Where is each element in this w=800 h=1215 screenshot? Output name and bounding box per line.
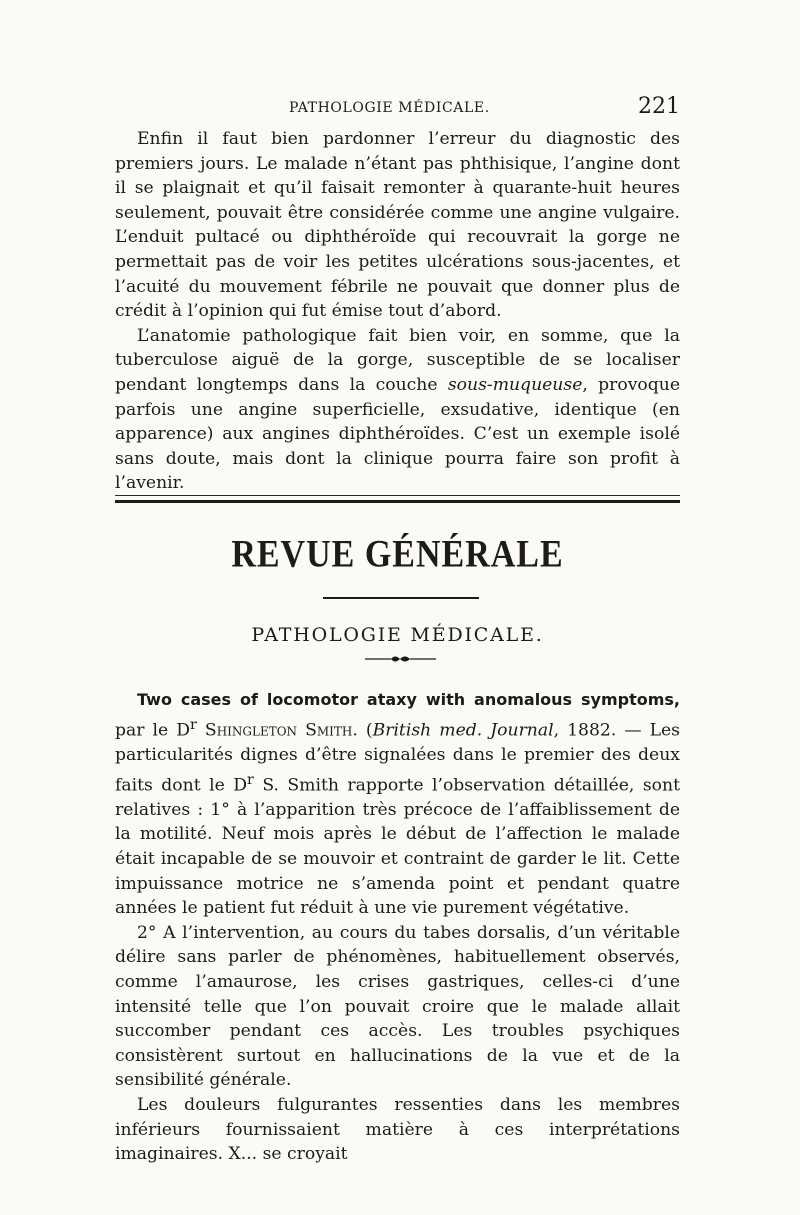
continued-article xyxy=(115,127,680,496)
fleuron-ornament-icon xyxy=(363,652,438,666)
paragraph: Enfin il faut bien pardonner l’erreur du diagnostic des premiers jours. Le malade n’étant pas phthisique, l’angine dont il se plaignait et qu’il faisait remonter à quarante-huit heures seulement, pouvait être considérée comme une angine vulgaire. L’enduit pultacé ou diphthéroïde qui recouvrait la gorge ne permettait pas de voir les petites ulcérations sous-jacentes, et l’acuité du mouvement fébrile ne pouvait que donner plus de crédit à l’opinion qui fut émise tout d’abord. xyxy=(115,129,680,322)
author-name: Shingleton Smith xyxy=(196,720,353,741)
article xyxy=(115,688,680,1167)
emphasis-text: sous-muqueuse xyxy=(447,374,583,395)
heading-rule xyxy=(323,597,479,599)
section-subheading: PATHOLOGIE MÉDICALE. xyxy=(251,624,544,646)
divider-thin-rule xyxy=(115,495,680,496)
running-head-title: PATHOLOGIE MÉDICALE. xyxy=(289,100,490,116)
page-number: 221 xyxy=(638,94,680,119)
paragraph-text: , provoque parfois une angine superficielle, exsudative, identique (en apparence) aux angines diphthéroïdes. C’est un exemple isolé sans doute, mais dont la clinique pourra faire son profit à l’avenir. xyxy=(115,374,680,494)
section-heading: REVUE GÉNÉRALE xyxy=(231,533,564,576)
superscript: r xyxy=(190,716,197,733)
journal-name: British med. Journal xyxy=(372,720,554,741)
divider-thick-rule xyxy=(115,500,680,503)
citation-punct: . ( xyxy=(352,720,373,741)
section-divider xyxy=(115,495,680,503)
superscript: r xyxy=(247,771,254,788)
paragraph-text: L’anatomie pathologique fait bien voir, en somme, que la tuberculose aiguë de la gorge, susceptible de se localiser pendant longtemps dans la couche xyxy=(115,325,680,395)
paragraph xyxy=(115,688,680,921)
byline: par le D xyxy=(115,720,191,741)
paragraph: 2° A l’intervention, au cours du tabes dorsalis, d’un véritable délire sans parler de phénomènes, habituellement observés, comme l’amaurose, les crises gastriques, celles-ci d’une intensité telle que l’on pouvait croire que le malade allait succomber pendant ces accès. Les troubles psychiques consistèrent surtout en hallucinations de la vue et de la sensibilité générale. xyxy=(115,922,680,1091)
article-title: Two cases of locomotor ataxy with anomalous symptoms, xyxy=(137,690,680,709)
running-head xyxy=(115,96,680,122)
paragraph xyxy=(115,324,680,496)
paragraph-text: S. Smith rapporte l’observation détaillée, sont relatives : 1° à l’apparition très précoce de l’affaiblissement de la motilité. Neuf mois après le début de l’affection le malade était incapable de se mouvoir et contraint de garder le lit. Cette impuissance motrice ne s’amenda point et pendant quatre années le patient fut réduit à une vie purement végétative. xyxy=(115,775,680,919)
paragraph-text: , 1882. — Les particularités dignes d’être signalées dans le premier des deux faits dont le D xyxy=(115,720,680,796)
paragraph: Les douleurs fulgurantes ressenties dans les membres inférieurs fournissaient matière à ces interprétations imaginaires. X... se croyait xyxy=(115,1094,680,1165)
